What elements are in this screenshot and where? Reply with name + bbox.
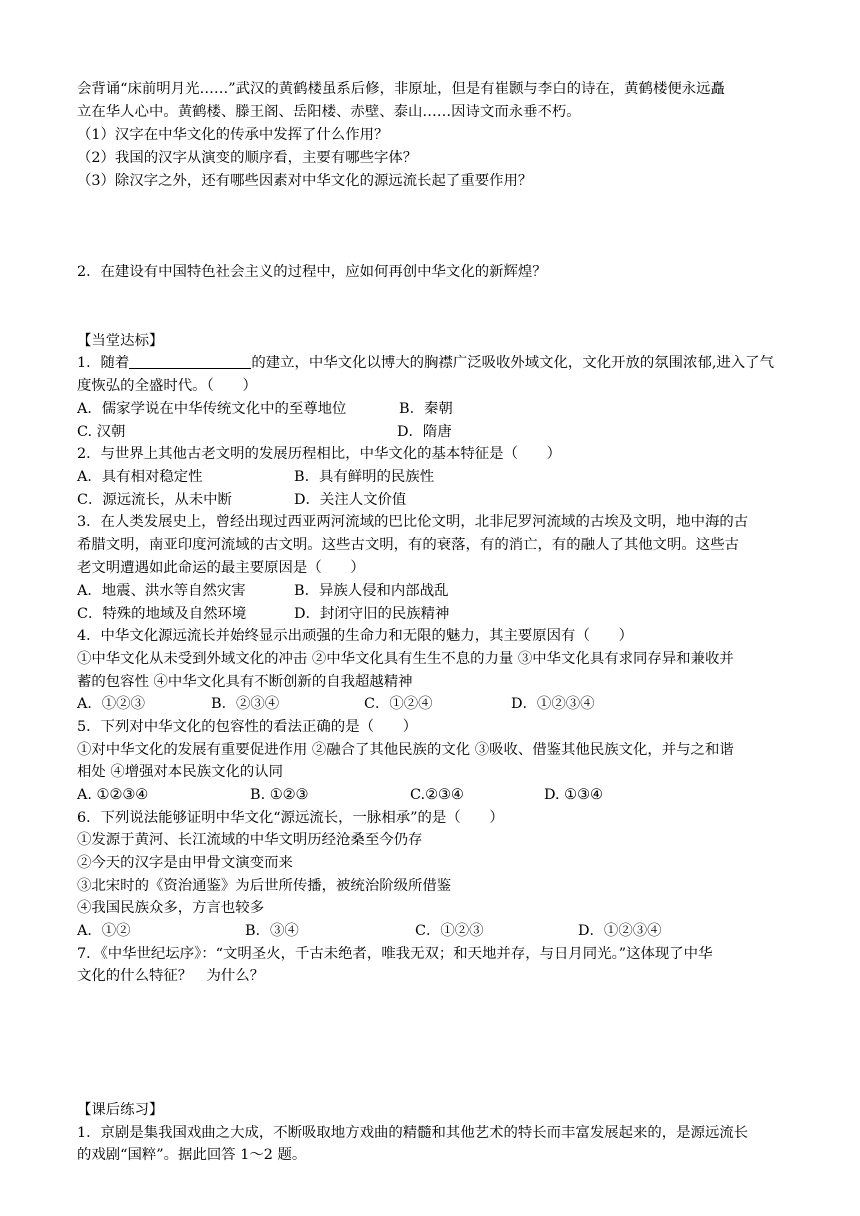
answer-blank [129, 354, 251, 369]
item-3-stem-2: 希腊文明，南亚印度河流域的古文明。这些古文明，有的衰落，有的消亡，有的融人了其他文明。这些古 [77, 537, 739, 553]
item-1-stem-start: 1．随着 [77, 355, 130, 371]
item-2-options-row-1 [77, 467, 787, 487]
question-2: 2．在建设有中国特色社会主义的过程中，应如何再创中华文化的新辉煌？ [77, 264, 547, 280]
item-3-stem-1: 3．在人类发展史上，曾经出现过西亚两河流域的巴比伦文明，北非尼罗河流域的古埃及文明，地中海的古 [77, 514, 749, 530]
option-b: B．③④ [245, 923, 299, 939]
item-6-options [77, 921, 787, 941]
option-a: A．儒家学说在中华传统文化中的至尊地位 [77, 401, 347, 417]
option-c: C.②③④ [410, 787, 464, 803]
homework-line-1: 1．京剧是集我国戏曲之大成，不断吸取地方戏曲的精髓和其他艺术的特长而丰富发展起来的，是源远流长 [77, 1125, 749, 1141]
section-heading-dangtang: 【当堂达标】 [77, 333, 164, 349]
option-c: C．①②④ [364, 696, 433, 712]
item-6-statement-1: ①发源于黄河、长江流域的中华文明历经沧桑至今仍存 [77, 832, 423, 848]
item-5-statements-1: ①对中华文化的发展有重要促进作用 ②融合了其他民族的文化 ③吸收、借鉴其他民族文化，并与之和谐 [77, 742, 734, 758]
item-4-stem: 4．中华文化源远流长并始终显示出顽强的生命力和无限的魅力，其主要原因有（ ） [77, 628, 634, 644]
option-a: A. ①②③④ [77, 787, 149, 803]
item-6-statement-2: ②今天的汉字是由甲骨文演变而来 [77, 855, 293, 871]
item-6-statement-3: ③北宋时的《资治通鉴》为后世所传播，被统治阶级所借鉴 [77, 878, 452, 894]
sub-question-1: （1）汉字在中华文化的传承中发挥了什么作用？ [77, 127, 389, 143]
option-b: B. ①②③ [250, 787, 309, 803]
option-c: C．①②③ [415, 923, 484, 939]
item-6-statement-4: ④我国民族众多，方言也较多 [77, 900, 265, 916]
item-5-stem: 5．下列对中华文化的包容性的看法正确的是（ ） [77, 719, 418, 735]
option-b: B．具有鲜明的民族性 [294, 469, 435, 485]
option-c: C．源远流长，从未中断 [77, 492, 232, 508]
sub-question-3: （3）除汉字之外，还有哪些因素对中华文化的源远流长起了重要作用？ [77, 173, 533, 189]
item-5-statements-2: 相处 ④增强对本民族文化的认同 [77, 764, 284, 780]
option-a: A．①② [77, 923, 131, 939]
option-d: D．关注人文价值 [294, 492, 407, 508]
option-d: D．①②③④ [578, 923, 662, 939]
item-1-options-row-2 [77, 422, 787, 442]
homework-line-2: 的戏剧“国粹”。据此回答 1～2 题。 [77, 1147, 307, 1163]
option-d: D．封闭守旧的民族精神 [294, 606, 450, 622]
item-2-options-row-2 [77, 490, 787, 510]
option-b: B．异族人侵和内部战乱 [294, 583, 449, 599]
item-4-statements-2: 蓄的包容性 ④中华文化具有不断创新的自我超越精神 [77, 674, 413, 690]
option-d: D．①②③④ [511, 696, 595, 712]
item-6-stem: 6．下列说法能够证明中华文化“源远流长，一脉相承”的是（ ） [77, 810, 504, 826]
item-3-stem-3: 老文明遭遇如此命运的最主要原因是（ ） [77, 560, 365, 576]
item-1-stem-cont: 度恢弘的全盛时代。（ ） [77, 378, 257, 394]
item-7-line-2: 文化的什么特征？ 为什么？ [77, 968, 265, 984]
intro-line-1: 会背诵“床前明月光……”武汉的黄鹤楼虽系后修，非原址，但是有崔颢与李白的诗在，黄鹤楼便永远矗 [77, 81, 725, 97]
item-2-stem: 2．与世界上其他古老文明的发展历程相比，中华文化的基本特征是（ ） [77, 446, 562, 462]
item-1-stem-end: 的建立，中华文化以博大的胸襟广泛吸收外域文化，文化开放的氛围浓郁,进入了气 [251, 355, 774, 371]
item-3-options-row-2 [77, 604, 787, 624]
sub-question-2: （2）我国的汉字从演变的顺序看，主要有哪些字体？ [77, 150, 418, 166]
item-1-stem [77, 353, 787, 373]
item-4-statements-1: ①中华文化从未受到外域文化的冲击 ②中华文化具有生生不息的力量 ③中华文化具有求同存异和兼收并 [77, 651, 734, 667]
option-a: A．①②③ [77, 696, 145, 712]
option-a: A．具有相对稳定性 [77, 469, 203, 485]
intro-line-2: 立在华人心中。黄鹤楼、滕王阁、岳阳楼、赤壁、泰山……因诗文而永垂不朽。 [77, 104, 581, 120]
option-d: D. ①③④ [544, 787, 603, 803]
option-a: A．地震、洪水等自然灾害 [77, 583, 246, 599]
option-c: C．特殊的地域及自然环境 [77, 606, 247, 622]
item-3-options-row-1 [77, 581, 787, 601]
item-7-line-1: 7．《中华世纪坛序》：“文明圣火，千古未绝者，唯我无双；和天地并存，与日月同光。”这体现了中华 [77, 946, 713, 962]
item-5-options [77, 785, 787, 805]
option-d: D．隋唐 [397, 424, 452, 440]
option-b: B．②③④ [211, 696, 280, 712]
option-b: B．秦朝 [399, 401, 453, 417]
item-1-options-row-1 [77, 399, 787, 419]
section-heading-kehou: 【课后练习】 [77, 1102, 164, 1118]
option-c: C. 汉朝 [77, 424, 126, 440]
item-4-options [77, 694, 787, 714]
